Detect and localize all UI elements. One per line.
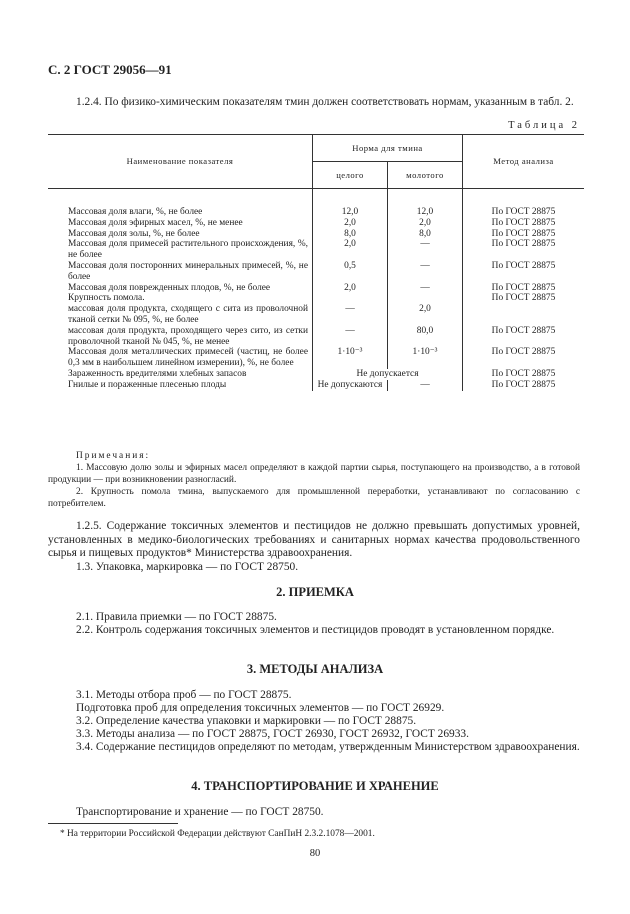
row-name: Зараженность вредителями хлебных запасов: [68, 368, 247, 379]
row-method: По ГОСТ 28875: [463, 326, 585, 348]
row-method: По ГОСТ 28875: [463, 293, 585, 304]
row-whole: 0,5: [313, 261, 388, 283]
footnote: * На территории Российской Федерации действуют СанПиН 2.3.2.1078—2001.: [60, 829, 375, 839]
row-name: Массовая доля посторонних минеральных примесей, %, не более: [68, 260, 308, 282]
row-whole: 2,0: [313, 218, 388, 229]
notes-title: Примечания:: [76, 451, 151, 461]
row-name: Крупность помола.: [68, 293, 145, 304]
paragraph-1-3: 1.3. Упаковка, маркировка — по ГОСТ 28750.: [76, 561, 299, 573]
paragraph-2-1: 2.1. Правила приемки — по ГОСТ 28875.: [76, 611, 277, 623]
row-ground: 2,0: [388, 304, 463, 326]
section-3-title: 3. МЕТОДЫ АНАЛИЗА: [246, 662, 384, 676]
table-2: [48, 134, 584, 391]
row-ground: 2,0: [388, 218, 463, 229]
note-2: 2. Крупность помола тмина, выпускаемого для промышленной переработки, устанавливают по согласованию с потребителем.: [48, 487, 580, 509]
paragraph-1-2-4: 1.2.4. По физико-химическим показателям тмин должен соответствовать нормам, указанным в табл. 2.: [76, 96, 574, 108]
row-name: Массовая доля золы, %, не более: [68, 228, 200, 239]
row-whole: 1·10⁻³: [313, 347, 388, 369]
row-method: По ГОСТ 28875: [463, 189, 585, 218]
row-method: [463, 304, 585, 326]
col-name-header: Наименование показателя: [48, 135, 313, 189]
table-row: [48, 304, 584, 326]
row-value: Не допускается: [313, 369, 463, 380]
row-name: Массовая доля эфирных масел, %, не менее: [68, 217, 243, 228]
paragraph-4-1: Транспортирование и хранение — по ГОСТ 28750.: [76, 806, 324, 818]
table-row: [48, 326, 584, 348]
row-name: Массовая доля поврежденных плодов, %, не более: [68, 282, 271, 293]
row-name: массовая доля продукта, сходящего с сита из проволочной тканой сетки № 095, %, не более: [68, 304, 308, 325]
footnote-divider: [48, 823, 178, 824]
row-ground: —: [388, 261, 463, 283]
table-label: Таблица 2: [508, 120, 580, 131]
row-name: Массовая доля металлических примесей (частиц, не более 0,3 мм в наибольшем линейном измерении), %, не более: [68, 347, 308, 369]
row-whole: 12,0: [313, 189, 388, 218]
row-method: По ГОСТ 28875: [463, 218, 585, 229]
col-method-header: Метод анализа: [463, 135, 585, 189]
row-ground: 12,0: [388, 189, 463, 218]
row-name: Гнилые и пораженные плесенью плоды: [68, 379, 227, 390]
row-whole: 2,0: [313, 239, 388, 261]
col-norm-header: Норма для тмина: [313, 135, 463, 162]
row-method: По ГОСТ 28875: [463, 283, 585, 294]
table-row: [48, 293, 584, 304]
row-method: По ГОСТ 28875: [463, 369, 585, 380]
table-row: [48, 189, 584, 218]
table-row-mold: [48, 380, 584, 391]
paragraph-3-3: 3.3. Методы анализа — по ГОСТ 28875, ГОСТ 26930, ГОСТ 26932, ГОСТ 26933.: [76, 728, 469, 740]
row-method: По ГОСТ 28875: [463, 229, 585, 240]
table-row: [48, 229, 584, 240]
row-whole: 8,0: [313, 229, 388, 240]
table-row: [48, 261, 584, 283]
row-name: массовая доля продукта, проходящего через сито, из сетки проволочной тканой № 045, %, не менее: [68, 325, 308, 347]
row-whole: [313, 293, 388, 304]
row-ground: 8,0: [388, 229, 463, 240]
paragraph-2-2: 2.2. Контроль содержания токсичных элементов и пестицидов проводят в установленном порядке.: [76, 624, 555, 636]
note-1: 1. Массовую долю золы и эфирных масел определяют в каждой партии сырья, поступающего на производство, а в готовой продукции — при возникновении разногласий.: [48, 463, 580, 485]
row-method: По ГОСТ 28875: [463, 261, 585, 283]
paragraph-3-4: 3.4. Содержание пестицидов определяют по методам, утвержденным Министерством здравоохранения.: [76, 741, 580, 753]
paragraph-3-1: 3.1. Методы отбора проб — по ГОСТ 28875.: [76, 689, 292, 701]
notes: [48, 450, 580, 510]
col-ground-header: молотого: [388, 162, 463, 189]
row-name: Массовая доля влаги, %, не более: [68, 207, 203, 217]
row-ground: 80,0: [388, 326, 463, 348]
row-whole: —: [313, 326, 388, 348]
page-header: С. 2 ГОСТ 29056—91: [48, 62, 172, 77]
row-ground: —: [388, 239, 463, 261]
row-ground: 1·10⁻³: [388, 347, 463, 369]
section-2-title: 2. ПРИЕМКА: [276, 585, 354, 599]
row-method: По ГОСТ 28875: [463, 347, 585, 369]
row-method: По ГОСТ 28875: [463, 380, 585, 391]
row-whole: 2,0: [313, 283, 388, 294]
row-whole: —: [313, 304, 388, 326]
table-row-pests: [48, 369, 584, 380]
section-4-title: 4. ТРАНСПОРТИРОВАНИЕ И ХРАНЕНИЕ: [191, 779, 439, 793]
table-row: [48, 283, 584, 294]
paragraph-1-2-5: 1.2.5. Содержание токсичных элементов и пестицидов не должно превышать допустимых уровней, установленных в медико-биологических требованиях и санитарных нормах качества продовольственного сырья и пищевых продуктов* Министерства здравоохранения.: [48, 520, 580, 559]
paragraph-3-1b: Подготовка проб для определения токсичных элементов — по ГОСТ 26929.: [76, 702, 445, 714]
page-number: 80: [309, 848, 321, 859]
table-row: [48, 239, 584, 261]
paragraph-3-2: 3.2. Определение качества упаковки и маркировки — по ГОСТ 28875.: [76, 715, 417, 727]
row-ground: [388, 293, 463, 304]
row-method: По ГОСТ 28875: [463, 239, 585, 261]
row-name: Массовая доля примесей растительного происхождения, %, не более: [68, 239, 308, 261]
table-row: [48, 347, 584, 369]
row-whole: Не допускаются: [313, 380, 388, 391]
row-ground: —: [388, 380, 463, 391]
row-ground: —: [388, 283, 463, 294]
col-whole-header: целого: [313, 162, 388, 189]
table-row: [48, 218, 584, 229]
